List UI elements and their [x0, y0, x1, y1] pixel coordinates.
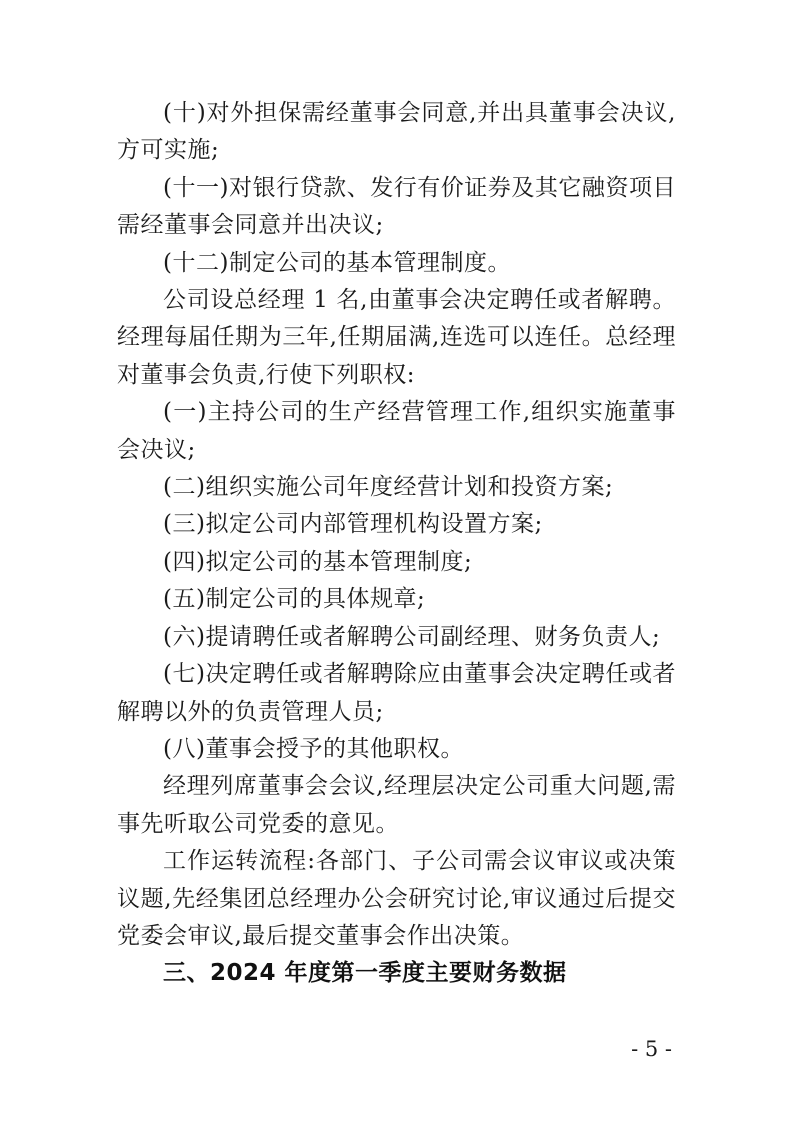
- body-paragraph: (十一)对银行贷款、发行有价证券及其它融资项目需经董事会同意并出决议;: [117, 174, 676, 239]
- section-heading: 三、2024 年度第一季度主要财务数据: [163, 960, 567, 987]
- body-paragraph: (八)董事会授予的其他职权。: [163, 735, 464, 762]
- body-paragraph: 经理列席董事会会议,经理层决定公司重大问题,需事先听取公司党委的意见。: [117, 773, 676, 837]
- body-paragraph: (四)拟定公司的基本管理制度;: [163, 548, 473, 575]
- text-column: [117, 95, 676, 993]
- body-paragraph: (十)对外担保需经董事会同意,并出具董事会决议,方可实施;: [117, 100, 676, 164]
- body-paragraph: (五)制定公司的具体规章;: [163, 586, 426, 613]
- page-number: - 5 -: [631, 1037, 672, 1061]
- body-paragraph: (十二)制定公司的基本管理制度。: [163, 249, 511, 276]
- body-paragraph: 工作运转流程:各部门、子公司需会议审议或决策议题,先经集团总经理办公会研究讨论,审议通过后提交党委会审议,最后提交董事会作出决策。: [117, 848, 676, 949]
- body-paragraph: (六)提请聘任或者解聘公司副经理、财务负责人;: [163, 623, 661, 650]
- body-paragraph: (三)拟定公司内部管理机构设置方案;: [163, 511, 543, 538]
- body-paragraph: (七)决定聘任或者解聘除应由董事会决定聘任或者解聘以外的负责管理人员;: [117, 661, 676, 725]
- body-paragraph: (二)组织实施公司年度经营计划和投资方案;: [163, 474, 614, 501]
- body-paragraph: 公司设总经理 1 名,由董事会决定聘任或者解聘。经理每届任期为三年,任期届满,连选可以连任。总经理对董事会负责,行使下列职权:: [117, 287, 676, 388]
- body-paragraph: (一)主持公司的生产经营管理工作,组织实施董事会决议;: [117, 399, 676, 463]
